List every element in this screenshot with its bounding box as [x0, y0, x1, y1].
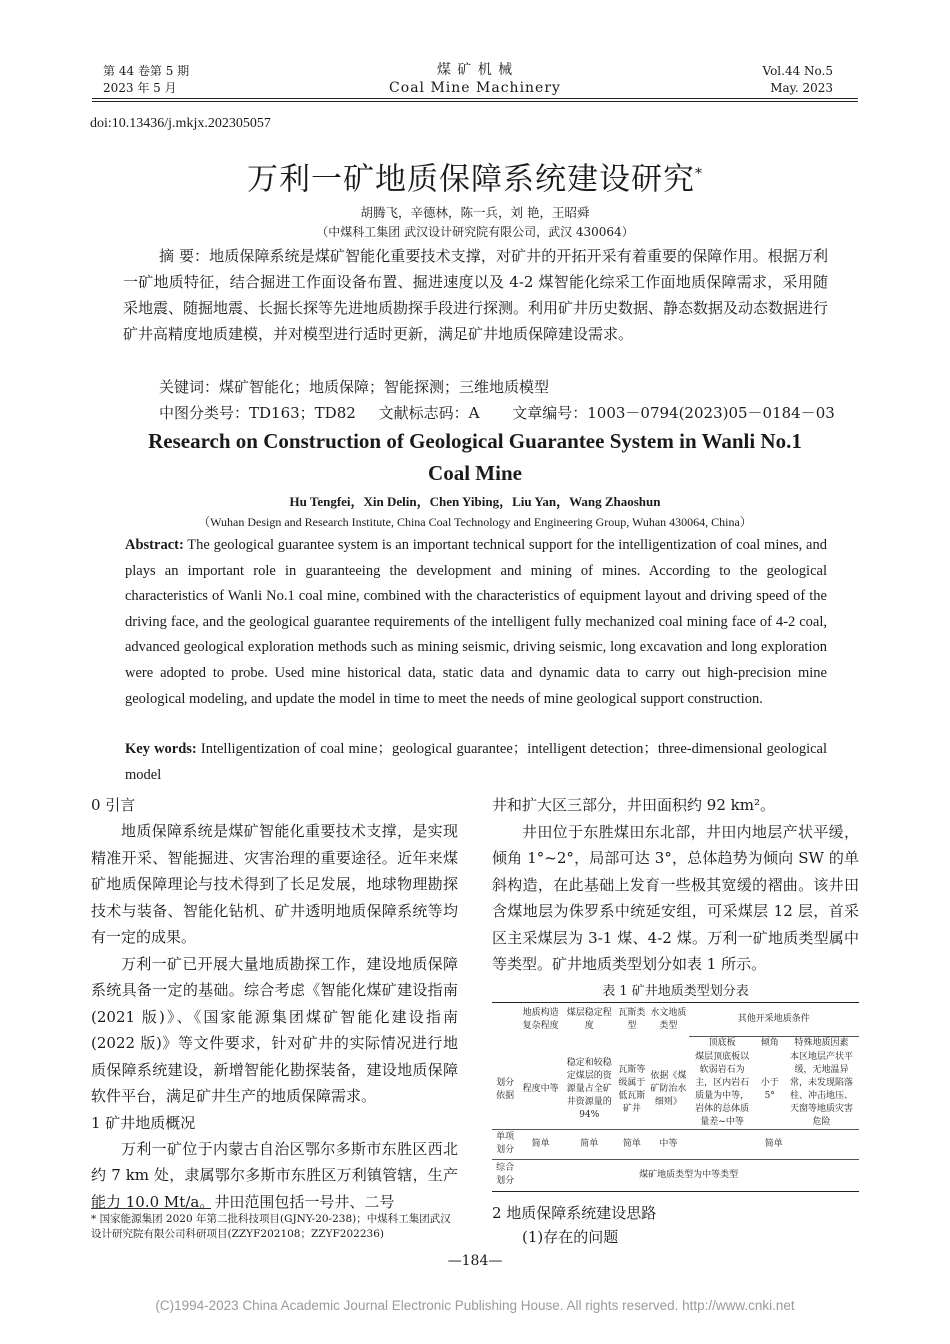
paper-title	[0, 154, 950, 199]
cell-basis-dip: 小于 5°	[760, 1077, 779, 1101]
authors-en: Hu Tengfei，Xin Delin，Chen Yibing，Liu Yan，Wang Zhaoshun	[289, 494, 661, 509]
geology-paragraph-1: 万利一矿位于内蒙古自治区鄂尔多斯市东胜区西北约 7 km 处，隶属鄂尔多斯市东胜区万利镇管辖，生产能力 10.0 Mt/a。井田范围包括一号井、二号	[91, 1139, 458, 1211]
th-other-conditions: 其他开采地质条件	[737, 1014, 810, 1024]
th-roof-floor: 顶底板	[689, 1037, 756, 1051]
row-basis-label: 划分依据	[496, 1077, 515, 1101]
row-single-label: 单项划分	[496, 1132, 515, 1155]
issue-date: 2023 年 5 月	[103, 81, 177, 95]
geology-paragraph-1-cont: 井和扩大区三部分，井田面积约 92 km²。	[492, 796, 775, 814]
doc-value: A	[468, 404, 480, 422]
abstract-en-text: The geological guarantee system is an important technical support for the intelligentization of coal mines, and plays an important role in guaranteeing the development and mining of mines. According to the geological characteristics of Wanli No.1 coal mine, combined with the characteristics of equipment layout and driving speed of the driving face, and the geological guarantee requirements of the intelligent fully mechanized coal mining face of 4-2 coal, advanced geological exploration methods such as mining seismic, driving seismic, long excavation and long exploration were adopted to probe. Used mine historical data, static data and dynamic data to carry out high-precision mine geological modeling, and update the model in time to meet the needs of mine geological support construction.	[125, 537, 827, 707]
th-hydro-type: 水文地质类型	[650, 1007, 687, 1031]
table-caption: 表 1 矿井地质类型划分表	[602, 984, 749, 999]
abstract-cn-text: 地质保障系统是煤矿智能化重要技术支撑，对矿井的开拓开采有着重要的保障作用。根据万利一矿地质特征，结合掘进工作面设备布置、掘进速度以及 4-2 煤智能化综采工作面地质保障需求，采用随采地震、随掘地震、长掘长探等先进地质勘探手段进行探测。利用矿井历史数据、静态数据及动态数据进行矿井高精度地质建模，并对模型进行适时更新，满足矿井地质保障建设需求。	[123, 247, 829, 343]
cell-single-gas: 简单	[622, 1138, 641, 1149]
abstract-cn	[123, 243, 828, 347]
paper-title-en-line2: Coal Mine	[428, 461, 522, 485]
subsection-problems: (1)存在的问题	[522, 1228, 619, 1246]
doc-label: 文献标志码：	[378, 404, 469, 422]
paper-title-en-line1: Research on Construction of Geological Guarantee System in Wanli No.1	[148, 429, 802, 453]
classification	[159, 400, 835, 426]
keywords-cn	[159, 374, 549, 400]
journal-name-en: Coal Mine Machinery	[389, 80, 561, 96]
issue-volume: 第 44 卷第 5 期	[103, 64, 190, 78]
paper-title-text: 万利一矿地质保障系统建设研究	[247, 161, 695, 198]
footnote-rule	[91, 1208, 211, 1209]
th-special-factors: 特殊地质因素	[784, 1037, 859, 1051]
clc-label: 中图分类号：	[159, 404, 250, 422]
title-footnote-mark: *	[695, 166, 703, 182]
left-column	[91, 792, 458, 1215]
affiliation: （中煤科工集团 武汉设计研究院有限公司，武汉 430064）	[316, 225, 634, 239]
issue-volume-en: Vol.44 No.5	[762, 64, 833, 78]
authors: 胡腾飞，辛德林，陈一兵，刘 艳，王昭舜	[360, 205, 590, 220]
paper-title-en	[0, 425, 950, 489]
th-structure: 地质构造复杂程度	[522, 1007, 559, 1031]
th-dip: 倾角	[756, 1037, 784, 1051]
section-2-heading: 2 地质保障系统建设思路	[492, 1204, 657, 1222]
intro-paragraph-2: 万利一矿已开展大量地质勘探工作，建设地质保障系统具备一定的基础。综合考虑《智能化煤矿建设指南(2021 版)》、《国家能源集团煤矿智能化建设指南(2022 版)》等文件要求，针对矿井的实际情况进行地质保障系统建设，新增智能化勘探装备，建设地质保障软件平台，满足矿井生产的地质保障需求。	[91, 954, 458, 1105]
page-number: —184—	[447, 1253, 503, 1269]
th-gas-type: 瓦斯类型	[618, 1007, 646, 1031]
journal-issue-en	[763, 63, 834, 97]
keywords-en	[125, 737, 827, 788]
section-0-heading: 0 引言	[91, 796, 136, 814]
clc-value: TD163；TD82	[249, 404, 356, 422]
article-no-value: 1003－0794(2023)05－0184－03	[587, 404, 835, 422]
right-column	[492, 792, 859, 978]
cell-basis-hydro: 依据《煤矿防治水细则》	[650, 1071, 687, 1107]
abstract-en	[125, 533, 827, 712]
cell-basis-seam: 稳定和较稳定煤层的资源量占全矿井资源量的 94%	[566, 1058, 612, 1120]
cell-basis-gas: 瓦斯等级属于低瓦斯矿井	[618, 1064, 646, 1114]
keywords-cn-label: 关键词：	[159, 378, 220, 396]
keywords-cn-text: 煤矿智能化；地质保障；智能探测；三维地质模型	[219, 378, 550, 396]
journal-name-cn: 煤 矿 机 械	[436, 62, 514, 78]
abstract-en-label: Abstract:	[125, 537, 184, 553]
header-rule	[92, 98, 858, 99]
cell-basis-special: 本区地层产状平缓，无地温异常，未发现陷落柱、冲击地压、天窗等地质灾害危险	[789, 1051, 853, 1127]
cell-basis-roof: 煤层顶底板以软弱岩石为主，区内岩石质量为中等，岩体的总体质量差~中等	[695, 1051, 750, 1127]
abstract-cn-label: 摘 要：	[159, 247, 210, 265]
row-overall-label: 综合划分	[496, 1163, 515, 1186]
keywords-en-label: Key words:	[125, 741, 197, 757]
cnki-watermark: (C)1994-2023 China Academic Journal Electronic Publishing House. All rights reserved. http://www.cnki.net	[155, 1298, 795, 1313]
cell-single-seam: 简单	[580, 1138, 599, 1149]
cell-basis-structure: 程度中等	[522, 1084, 559, 1094]
article-no-label: 文章编号：	[512, 404, 588, 422]
cell-overall: 煤矿地质类型为中等类型	[639, 1169, 739, 1180]
th-seam-stability: 煤层稳定程度	[566, 1007, 612, 1031]
geology-type-table	[492, 1002, 859, 1192]
cell-single-structure: 简单	[531, 1138, 550, 1149]
intro-paragraph-1: 地质保障系统是煤矿智能化重要技术支撑，是实现精准开采、智能掘进、灾害治理的重要途径。近年来煤矿地质保障理论与技术得到了长足发展，地球物理勘探技术与装备、智能化钻机、矿井透明地质保障系统等均有一定的成果。	[91, 822, 458, 946]
footnote: * 国家能源集团 2020 年第二批科技项目(GJNY-20-238)；中煤科工集团武汉设计研究院有限公司科研项目(ZZYF202108；ZZYF202236)	[91, 1213, 451, 1240]
keywords-en-text: Intelligentization of coal mine；geological guarantee；intelligent detection；three-dimensional geological model	[125, 741, 828, 783]
affiliation-en: （Wuhan Design and Research Institute, China Coal Technology and Engineering Group, Wuhan 430064, China）	[198, 515, 752, 529]
issue-date-en: May. 2023	[770, 81, 833, 95]
doi[interactable]: doi:10.13436/j.mkjx.202305057	[90, 116, 271, 131]
cell-single-other: 简单	[764, 1138, 783, 1149]
section-1-heading: 1 矿井地质概况	[91, 1113, 196, 1132]
geology-paragraph-2: 井田位于东胜煤田东北部，井田内地层产状平缓，倾角 1°~2°，局部可达 3°，总体趋势为倾向 SW 的单斜构造，在此基础上发育一些极其宽缓的褶曲。该井田含煤地层为侏罗系中统延安组，可采煤层 12 层，首采区主采煤层为 3-1 煤、4-2 煤。万利一矿地质类型属中等类型。矿井地质类型划分如表 1 所示。	[492, 822, 859, 973]
cell-single-hydro: 中等	[659, 1138, 678, 1149]
header-rule-2	[92, 101, 858, 102]
